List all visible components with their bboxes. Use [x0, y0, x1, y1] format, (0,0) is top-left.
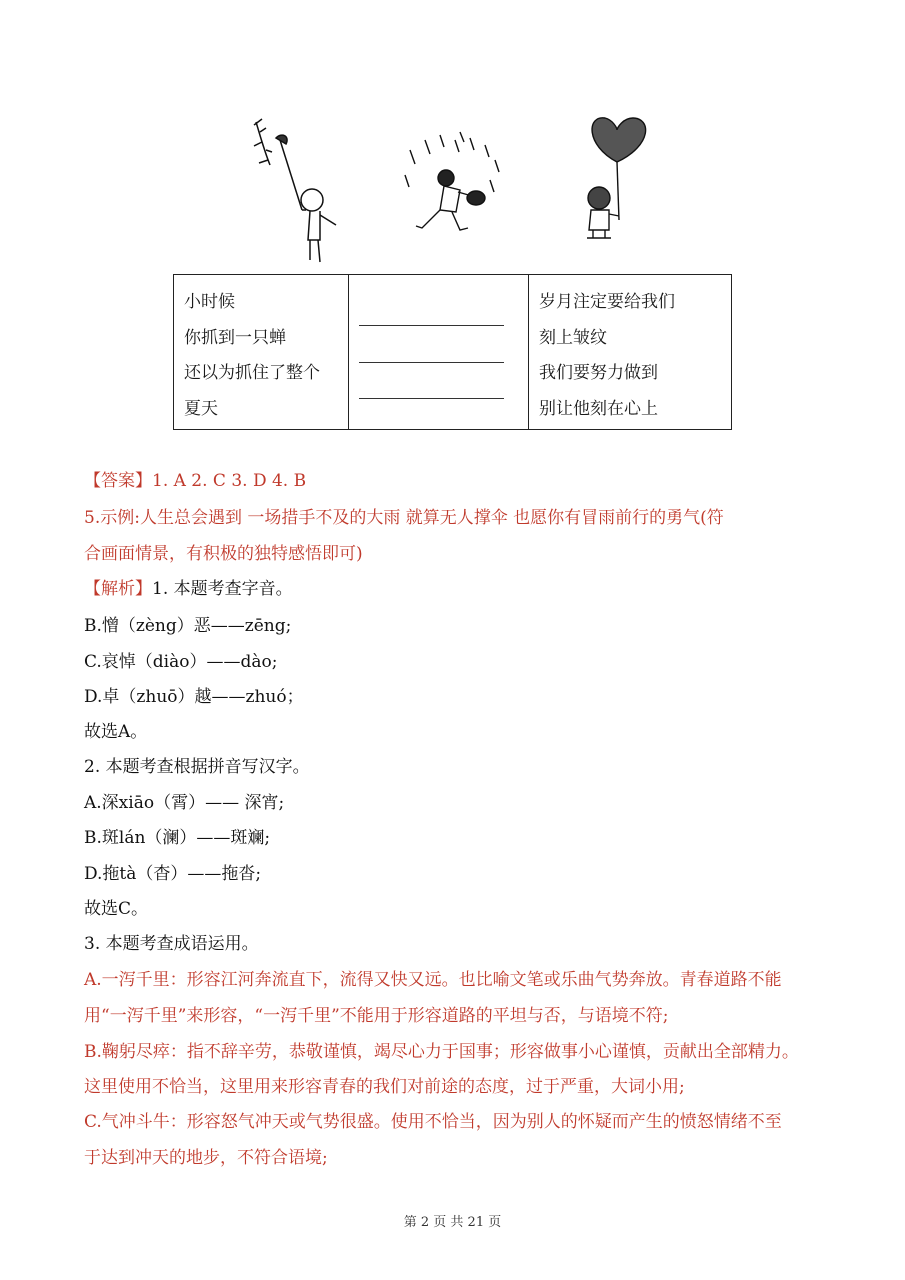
poem-right-line-4: 别让他刻在心上: [539, 398, 658, 419]
analysis-q3-a-line-1: A.一泻千里：形容江河奔流直下，流得又快又远。也比喻文笔或乐曲气势奔放。青春道路不能: [84, 970, 782, 990]
page-footer: 第 2 页 共 21 页: [403, 1215, 502, 1230]
poem-right-line-2: 刻上皱纹: [539, 327, 607, 348]
boy-catching-cicada-illustration: [240, 110, 350, 270]
answer-line-1: [84, 466, 306, 491]
analysis-tag: 【解析】: [84, 579, 152, 599]
poem-right-line-3: 我们要努力做到: [539, 363, 658, 383]
answer-line-3: 合画面情景，有积极的独特感悟即可): [84, 544, 363, 564]
analysis-q3-title: 3. 本题考查成语运用。: [84, 934, 259, 954]
poem-table: [173, 274, 732, 430]
girl-with-heart-balloon-illustration: [565, 110, 665, 250]
analysis-q3-c-line-2: 于达到冲天的地步，不符合语境;: [84, 1148, 328, 1168]
poem-cell-blank[interactable]: [349, 275, 529, 430]
analysis-q2-b: B.斑lán（澜）——斑斓;: [84, 828, 271, 848]
analysis-heading: [84, 574, 293, 599]
poem-left-line-4: 夏天: [184, 398, 218, 419]
analysis-q1-answer: 故选A。: [84, 722, 148, 742]
blank-line-1[interactable]: [359, 325, 504, 326]
analysis-q3-b-line-1: B.鞠躬尽瘁：指不辞辛劳，恭敬谨慎，竭尽心力于国事；形容做事小心谨慎，贡献出全部精力。: [84, 1042, 799, 1062]
poem-left-line-1: 小时候: [184, 292, 235, 312]
blank-line-3[interactable]: [359, 398, 504, 399]
analysis-q3-b-line-2: 这里使用不恰当，这里用来形容青春的我们对前途的态度，过于严重，大词小用;: [84, 1077, 685, 1097]
poem-left-line-3: 还以为抓住了整个: [184, 363, 320, 383]
child-running-in-rain-illustration: [400, 110, 510, 250]
poem-cell-left: [174, 275, 349, 430]
analysis-q2-answer: 故选C。: [84, 899, 149, 919]
answer-choices: 1. A 2. C 3. D 4. B: [152, 471, 307, 491]
analysis-q1-c: C.哀悼（diào）——dào;: [84, 652, 278, 672]
poem-left-line-2: 你抓到一只蝉: [184, 327, 286, 348]
analysis-q2-a: A.深xiāo（霄）—— 深宵;: [84, 793, 285, 813]
analysis-q2-title: 2. 本题考查根据拼音写汉字。: [84, 757, 310, 777]
answer-tag: 【答案】: [84, 471, 152, 491]
answer-line-2: 5.示例:人生总会遇到 一场措手不及的大雨 就算无人撑伞 也愿你有冒雨前行的勇气(符: [84, 508, 724, 528]
analysis-q1-d: D.卓（zhuō）越——zhuó；: [84, 687, 304, 707]
poem-right-line-1: 岁月注定要给我们: [539, 292, 675, 312]
blank-line-2[interactable]: [359, 362, 504, 363]
poem-cell-right: [529, 275, 732, 430]
analysis-q1-b: B.憎（zèng）恶——zēng;: [84, 616, 292, 636]
analysis-q1-title: 1. 本题考查字音。: [152, 579, 293, 599]
analysis-q2-d: D.拖tà（杳）——拖沓;: [84, 864, 262, 884]
analysis-q3-a-line-2: 用“一泻千里”来形容，“一泻千里”不能用于形容道路的平坦与否，与语境不符;: [84, 1006, 669, 1026]
analysis-q3-c-line-1: C.气冲斗牛：形容怒气冲天或气势很盛。使用不恰当，因为别人的怀疑而产生的愤怒情绪不至: [84, 1112, 782, 1132]
